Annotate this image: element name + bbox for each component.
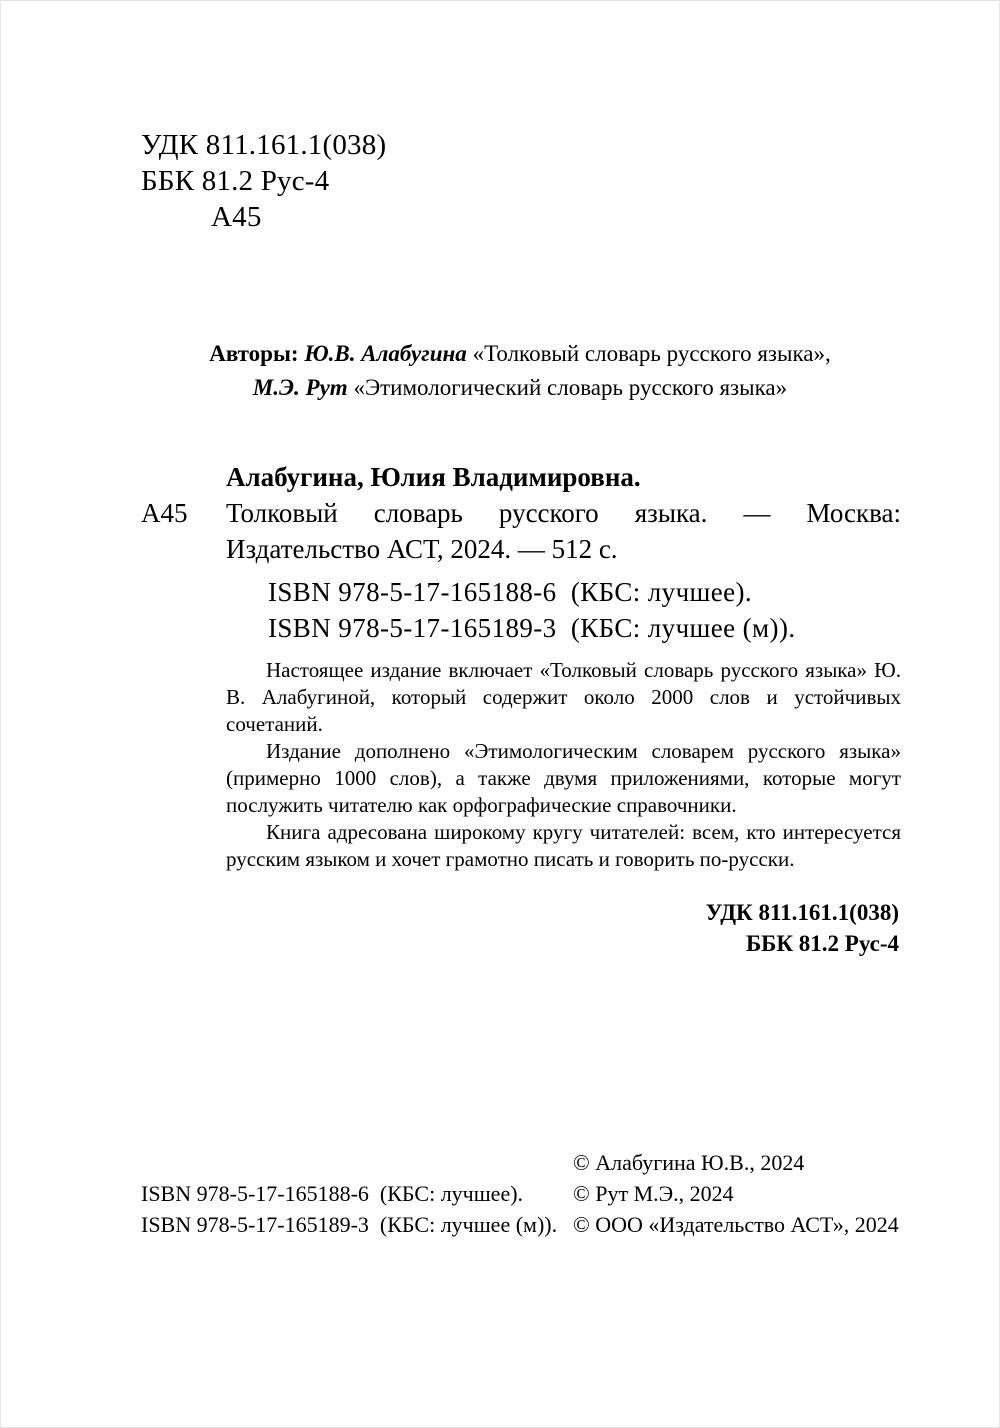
footer-isbn-2: ISBN 978-5-17-165189-3 (КБС: лучшее (м)). bbox=[141, 1212, 558, 1237]
copyright-line-3: © ООО «Издательство АСТ», 2024 bbox=[573, 1212, 899, 1237]
author-title-1: «Толковый словарь русского языка», bbox=[472, 341, 831, 366]
right-classification-block bbox=[141, 897, 899, 959]
bbk-code-right: ББК 81.2 Рус-4 bbox=[745, 931, 899, 956]
catalog-entry bbox=[141, 459, 899, 959]
authors-block bbox=[141, 337, 899, 405]
footer-isbn-column bbox=[141, 1147, 573, 1240]
isbn-line-1: ISBN 978-5-17-165188-6 (КБС: лучшее). bbox=[268, 577, 753, 607]
authors-line-2 bbox=[141, 371, 899, 405]
footer-isbn-1: ISBN 978-5-17-165188-6 (КБС: лучшее). bbox=[141, 1181, 524, 1206]
author-name-1: Ю.В. Алабугина bbox=[304, 341, 467, 366]
footer-copyright-column bbox=[573, 1147, 899, 1240]
top-classification-block bbox=[141, 127, 899, 235]
copyright-line-1: © Алабугина Ю.В., 2024 bbox=[573, 1150, 805, 1175]
author-title-2: «Этимологический словарь русского языка» bbox=[353, 375, 788, 400]
author-sign-entry: А45 bbox=[141, 498, 188, 528]
annotation-paragraph-3: Книга адресована широкому кругу читателей: всем, кто интересуется русским языком и хочет грамотно писать и говорить по-русски. bbox=[226, 820, 901, 871]
authors-line-1 bbox=[141, 337, 899, 371]
udk-code-top: УДК 811.161.1(038) bbox=[141, 129, 387, 161]
copyright-line-2: © Рут М.Э., 2024 bbox=[573, 1181, 734, 1206]
udk-code-right: УДК 811.161.1(038) bbox=[705, 900, 899, 925]
author-sign-top: А45 bbox=[211, 201, 262, 233]
catalog-description: Толковый словарь русского языка. — Москва: Издательство АСТ, 2024. — 512 с. bbox=[226, 498, 901, 564]
bbk-code-top: ББК 81.2 Рус-4 bbox=[141, 165, 330, 197]
footer-block bbox=[141, 1147, 899, 1240]
author-name-2: М.Э. Рут bbox=[252, 375, 348, 400]
authors-label: Авторы: bbox=[209, 341, 299, 366]
annotation-paragraph-2: Издание дополнено «Этимологическим словарем русского языка» (примерно 1000 слов), а также двумя приложениями, которые могут послужить читателю как орфографические справочники. bbox=[226, 739, 901, 817]
catalog-heading: Алабугина, Юлия Владимировна. bbox=[226, 462, 641, 492]
annotation-paragraph-1: Настоящее издание включает «Толковый словарь русского языка» Ю. В. Алабугиной, который содержит около 2000 слов и устойчивых сочетаний. bbox=[226, 658, 901, 736]
catalog-description-row bbox=[141, 495, 899, 567]
isbn-line-2: ISBN 978-5-17-165189-3 (КБС: лучшее (м)). bbox=[268, 613, 796, 643]
